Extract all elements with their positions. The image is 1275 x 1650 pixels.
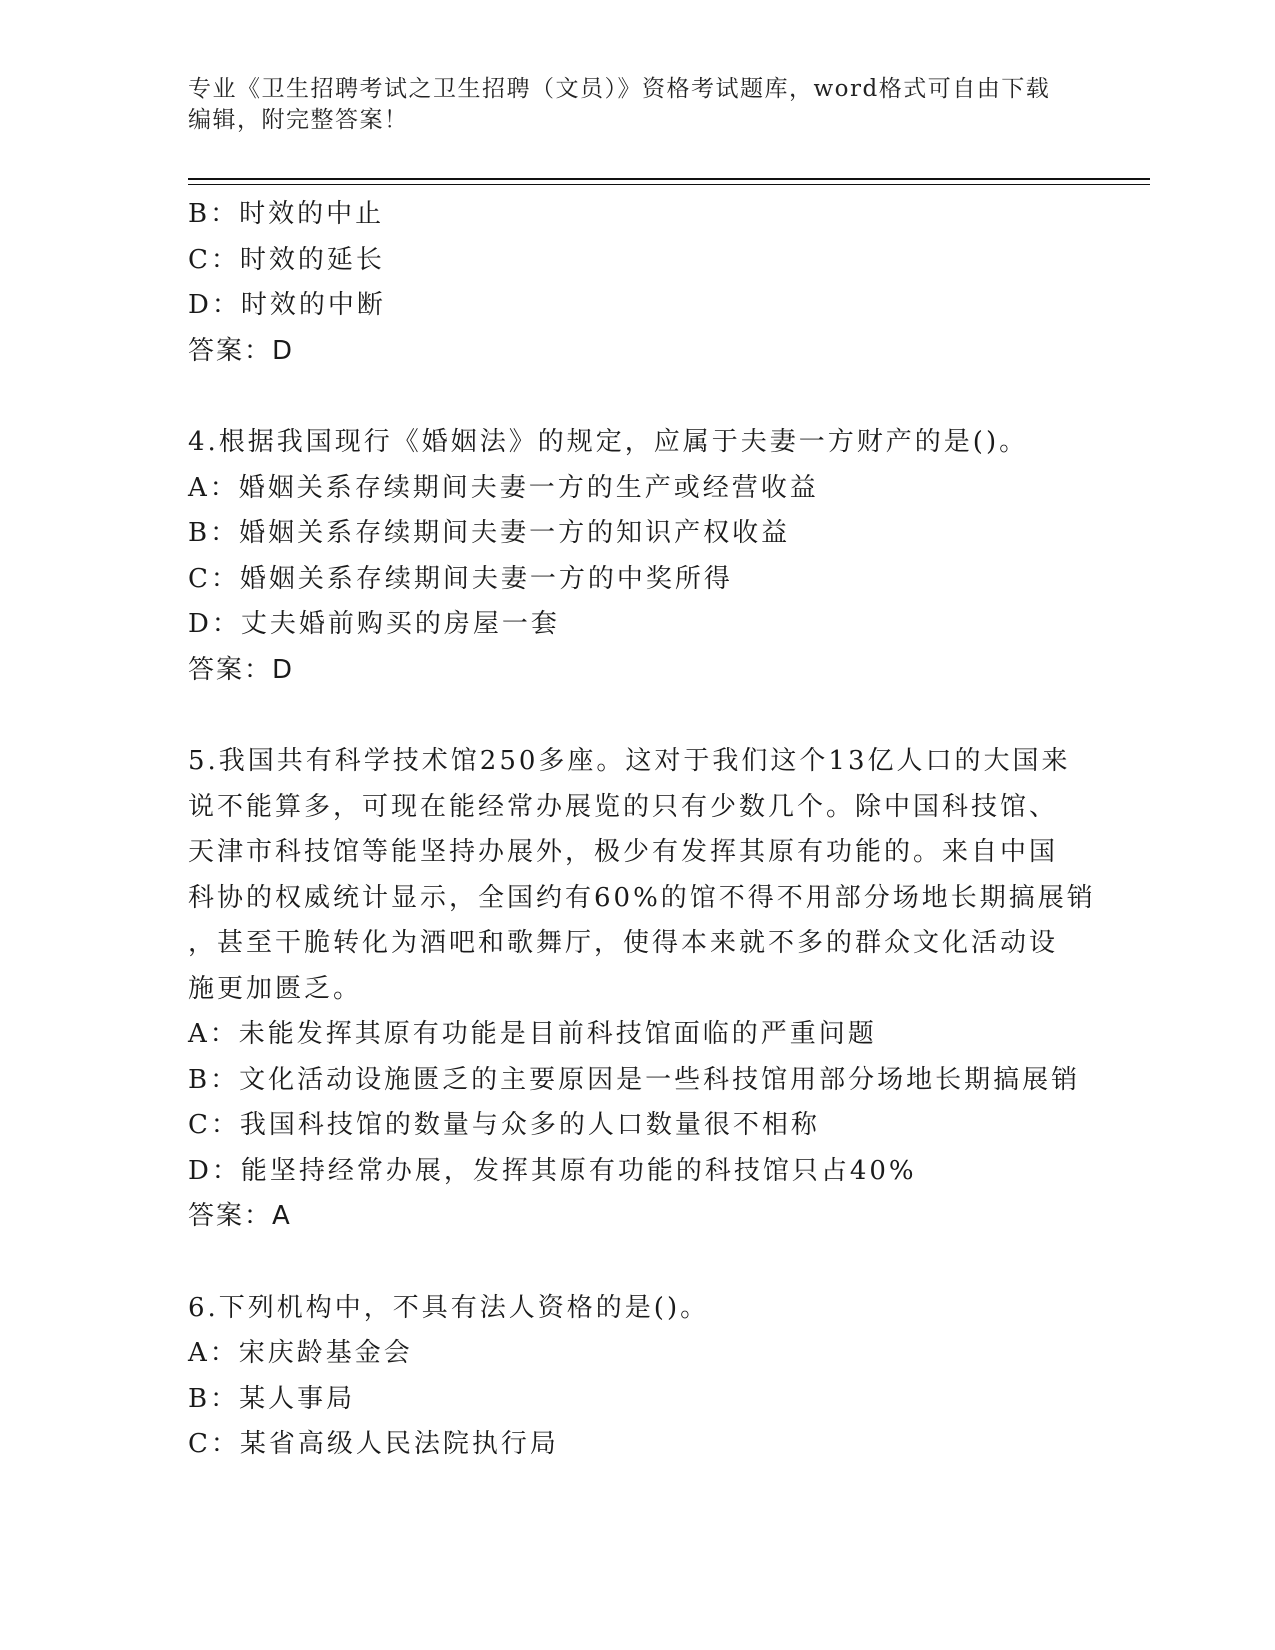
question-stem: 4.根据我国现行《婚姻法》的规定，应属于夫妻一方财产的是()。	[188, 427, 1029, 457]
answer-line: 答案：D	[188, 654, 295, 685]
option-c: C：某省高级人民法院执行局	[188, 1429, 559, 1459]
option-b: B：婚姻关系存续期间夫妻一方的知识产权收益	[188, 518, 791, 548]
question-4	[188, 420, 1088, 693]
question-stem-line: ，甚至干脆转化为酒吧和歌舞厅，使得本来就不多的群众文化活动设	[188, 928, 1059, 958]
spacer	[188, 374, 1088, 420]
question-stem-line: 科协的权威统计显示，全国约有60%的馆不得不用部分场地长期搞展销	[188, 882, 1096, 913]
question-stem-line: 施更加匮乏。	[188, 973, 363, 1004]
option-a: A：婚姻关系存续期间夫妻一方的生产或经营收益	[188, 472, 819, 503]
question-stem: 6.下列机构中，不具有法人资格的是()。	[188, 1292, 710, 1323]
option-d: D：丈夫婚前购买的房屋一套	[188, 609, 560, 639]
option-d: D：时效的中断	[188, 290, 386, 320]
header-divider-thick	[188, 178, 1150, 180]
spacer	[188, 1240, 1088, 1286]
page-header	[188, 74, 1078, 136]
question-stem-line: 天津市科技馆等能坚持办展外，极少有发挥其原有功能的。来自中国	[188, 837, 1059, 867]
header-line-1: 专业《卫生招聘考试之卫生招聘（文员）》资格考试题库，word格式可自由下载	[188, 76, 1051, 102]
question-stem-line: 说不能算多，可现在能经常办展览的只有少数几个。除中国科技馆、	[188, 791, 1059, 822]
question-3-tail	[188, 192, 1088, 374]
option-b: B：某人事局	[188, 1383, 356, 1414]
option-c: C：婚姻关系存续期间夫妻一方的中奖所得	[188, 563, 733, 594]
question-5	[188, 739, 1096, 1240]
spacer	[188, 693, 1088, 739]
option-a: A：未能发挥其原有功能是目前科技馆面临的严重问题	[188, 1019, 877, 1049]
option-a: A：宋庆龄基金会	[188, 1338, 413, 1368]
question-content	[188, 192, 1096, 1468]
option-c: C：时效的延长	[188, 244, 385, 275]
answer-line: 答案：A	[188, 1201, 292, 1231]
option-d: D：能坚持经常办展，发挥其原有功能的科技馆只占40%	[188, 1155, 917, 1186]
question-stem-line: 5.我国共有科学技术馆250多座。这对于我们这个13亿人口的大国来	[188, 746, 1071, 776]
header-line-2: 编辑，附完整答案！	[188, 107, 409, 133]
option-c: C：我国科技馆的数量与众多的人口数量很不相称	[188, 1110, 820, 1140]
header-divider-thin	[188, 184, 1150, 185]
answer-line: 答案：D	[188, 335, 295, 366]
question-6	[188, 1286, 1088, 1468]
option-b: B：文化活动设施匮乏的主要原因是一些科技馆用部分场地长期搞展销	[188, 1064, 1081, 1095]
option-b: B：时效的中止	[188, 199, 385, 229]
